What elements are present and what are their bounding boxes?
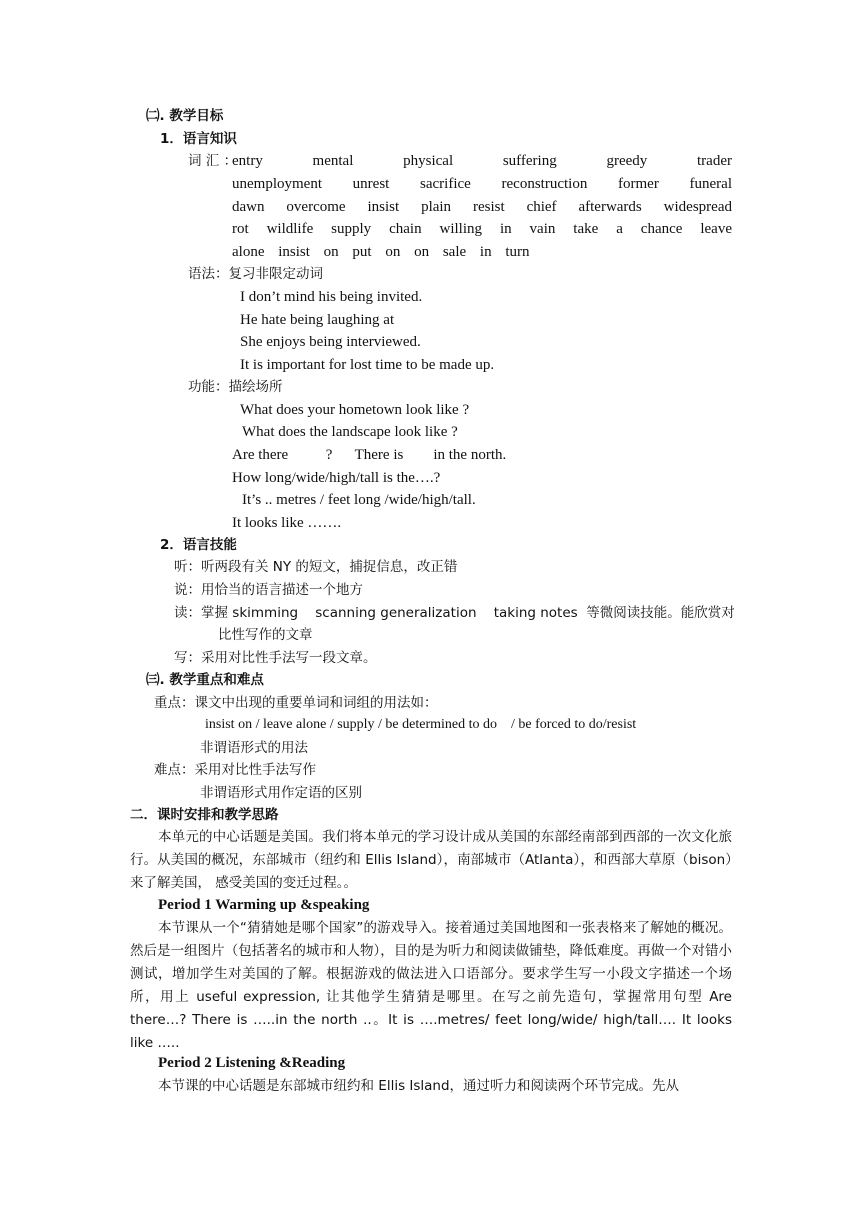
skill-speak: 说：用恰当的语言描述一个地方 <box>174 582 363 598</box>
period1-text: 本节课从一个“猜猜她是哪个国家”的游戏导入。接着通过美国地图和一张表格来了解她的概况。然后是一组图片（包括著名的城市和人物），目的是为听力和阅读做铺垫，降低难度。再做一个对错小测试，增加学生对美国的了解。根据游戏的做法进入口语部分。要求学生写一小段文字描述一个场所，用上 useful expression, 让其他学生猜猜是哪里。在写之前先造句，掌握常用句型 Are there…? There is …..in the north ..。It is ….metres/ feet long/wide/ high/tall…. It looks like ….. <box>130 920 732 1051</box>
grammar-example: It is important for lost time to be made up. <box>240 357 495 373</box>
skill-read-cont: 比性写作的文章 <box>218 627 313 643</box>
skill-listen: 听：听两段有关 NY 的短文，捕捉信息，改正错 <box>174 559 458 575</box>
schedule-heading: 二．课时安排和教学思路 <box>130 807 279 823</box>
vocab-line: alone insist on put on on sale in turn <box>232 244 530 260</box>
vocab-line: dawn overcome insist plain resist chief afterwards widespread <box>232 199 732 215</box>
function-example: What does your hometown look like ? <box>240 402 470 418</box>
vocab-line: unemployment unrest sacrifice reconstruction former funeral <box>232 176 732 192</box>
lang-skills-heading: 2．语言技能 <box>160 537 237 553</box>
difficulty-item: 非谓语形式用作定语的区别 <box>200 785 362 801</box>
grammar-example: I don’t mind his being invited. <box>240 289 423 305</box>
function-example: How long/wide/high/tall is the….? <box>232 470 441 486</box>
section-goals-heading: ㈡. 教学目标 <box>146 108 224 124</box>
focus-phrases: insist on / leave alone / supply / be determined to do / be forced to do/resist <box>205 717 637 732</box>
vocab-line: entry mental physical suffering greedy trader <box>232 153 732 169</box>
grammar-label: 语法：复习非限定动词 <box>188 266 323 282</box>
period2-text: 本节课的中心话题是东部城市纽约和 Ellis Island，通过听力和阅读两个环节完成。先从 <box>158 1078 680 1094</box>
key-points-heading: ㈢. 教学重点和难点 <box>146 672 264 688</box>
skill-write: 写：采用对比性手法写一段文章。 <box>174 650 377 666</box>
period2-title: Period 2 Listening &Reading <box>158 1055 346 1071</box>
focus-label: 重点：课文中出现的重要单词和词组的用法如： <box>154 695 438 711</box>
period1-title: Period 1 Warming up &speaking <box>158 897 370 913</box>
function-example: It’s .. metres / feet long /wide/high/tall. <box>242 492 476 508</box>
lang-knowledge-heading: 1．语言知识 <box>160 131 237 147</box>
difficulty-label: 难点：采用对比性手法写作 <box>154 762 316 778</box>
focus-grammar: 非谓语形式的用法 <box>200 740 308 756</box>
schedule-intro: 本单元的中心话题是美国。我们将本单元的学习设计成从美国的东部经南部到西部的一次文化旅行。从美国的概况，东部城市（纽约和 Ellis Island），南部城市（Atlanta），和西部大草原（bison）来了解美国， 感受美国的变迁过程。。 <box>130 829 732 891</box>
function-example: It looks like ……. <box>232 515 342 531</box>
function-example: What does the landscape look like ? <box>242 424 458 440</box>
vocab-label: 词 汇 ： <box>188 153 238 169</box>
vocab-line: rot wildlife supply chain willing in vain take a chance leave <box>232 221 732 237</box>
skill-read: 读：掌握 skimming scanning generalization taking notes 等微阅读技能。能欣赏对 <box>174 605 735 621</box>
function-label: 功能：描绘场所 <box>188 379 283 395</box>
grammar-example: She enjoys being interviewed. <box>240 334 421 350</box>
function-example: Are there ? There is in the north. <box>232 447 507 463</box>
grammar-example: He hate being laughing at <box>240 312 395 328</box>
